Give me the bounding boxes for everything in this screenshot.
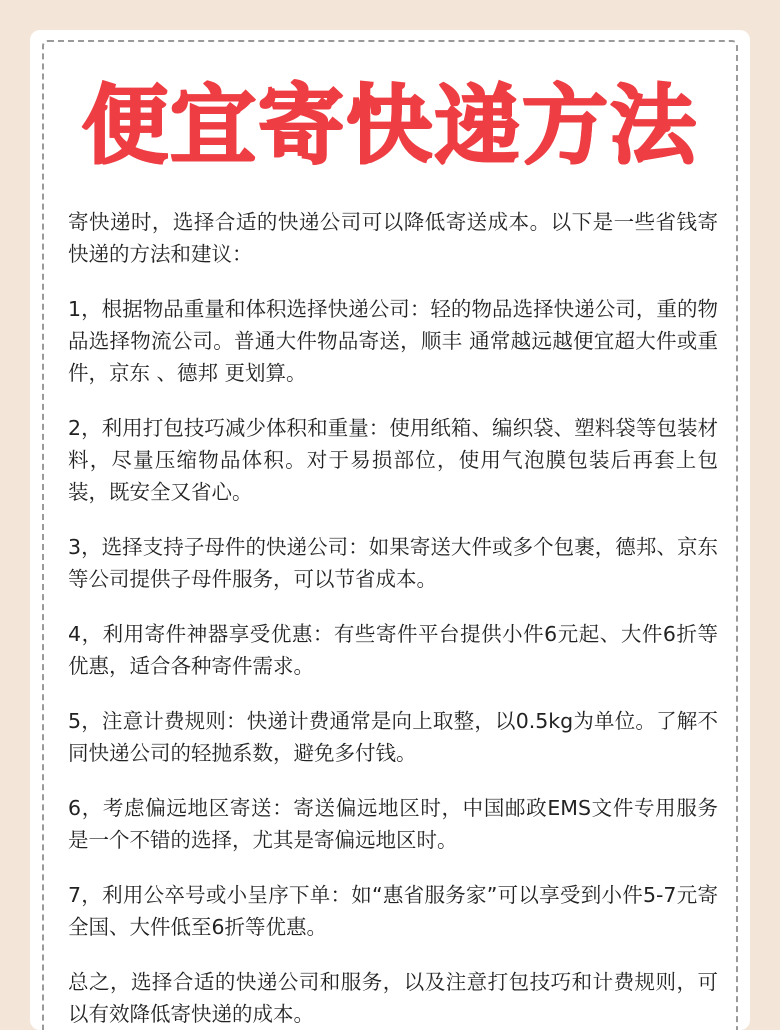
content-card xyxy=(30,30,750,1030)
tip-7: 7，利用公卒号或小呈序下单：如“惠省服务家”可以享受到小件5-7元寄全国、大件低至6折等优惠。 xyxy=(68,883,718,939)
tip-3: 3，选择支持子母件的快递公司：如果寄送大件或多个包裹，德邦、京东等公司提供子母件服务，可以节省成本。 xyxy=(68,535,718,591)
article-body xyxy=(68,206,718,1030)
tip-2: 2，利用打包技巧减少体积和重量：使用纸箱、编织袋、塑料袋等包装材料，尽量压缩物品体积。对于易损部位，使用气泡膜包装后再套上包装，既安全又省心。 xyxy=(68,416,718,504)
intro-paragraph: 寄快递时，选择合适的快递公司可以降低寄送成本。以下是一些省钱寄快递的方法和建议： xyxy=(68,210,718,266)
tip-6: 6，考虑偏远地区寄送：寄送偏远地区时，中国邮政EMS文件专用服务是一个不错的选择，尤其是寄偏远地区时。 xyxy=(68,796,718,852)
summary-paragraph: 总之，选择合适的快递公司和服务，以及注意打包技巧和计费规则，可以有效降低寄快递的成本。 xyxy=(68,970,718,1026)
tip-5: 5，注意计费规则：快递计费通常是向上取整，以0.5kg为单位。了解不同快递公司的轻抛系数，避免多付钱。 xyxy=(68,709,718,765)
tip-4: 4，利用寄件神器享受优惠：有些寄件平台提供小件6元起、大件6折等优惠，适合各种寄件需求。 xyxy=(68,622,718,678)
page-title: 便宜寄快递方法 xyxy=(82,76,698,176)
tip-1: 1，根据物品重量和体积选择快递公司：轻的物品选择快递公司，重的物品选择物流公司。普通大件物品寄送，顺丰 通常越远越便宜超大件或重件，京东 、德邦 更划算。 xyxy=(68,297,718,385)
